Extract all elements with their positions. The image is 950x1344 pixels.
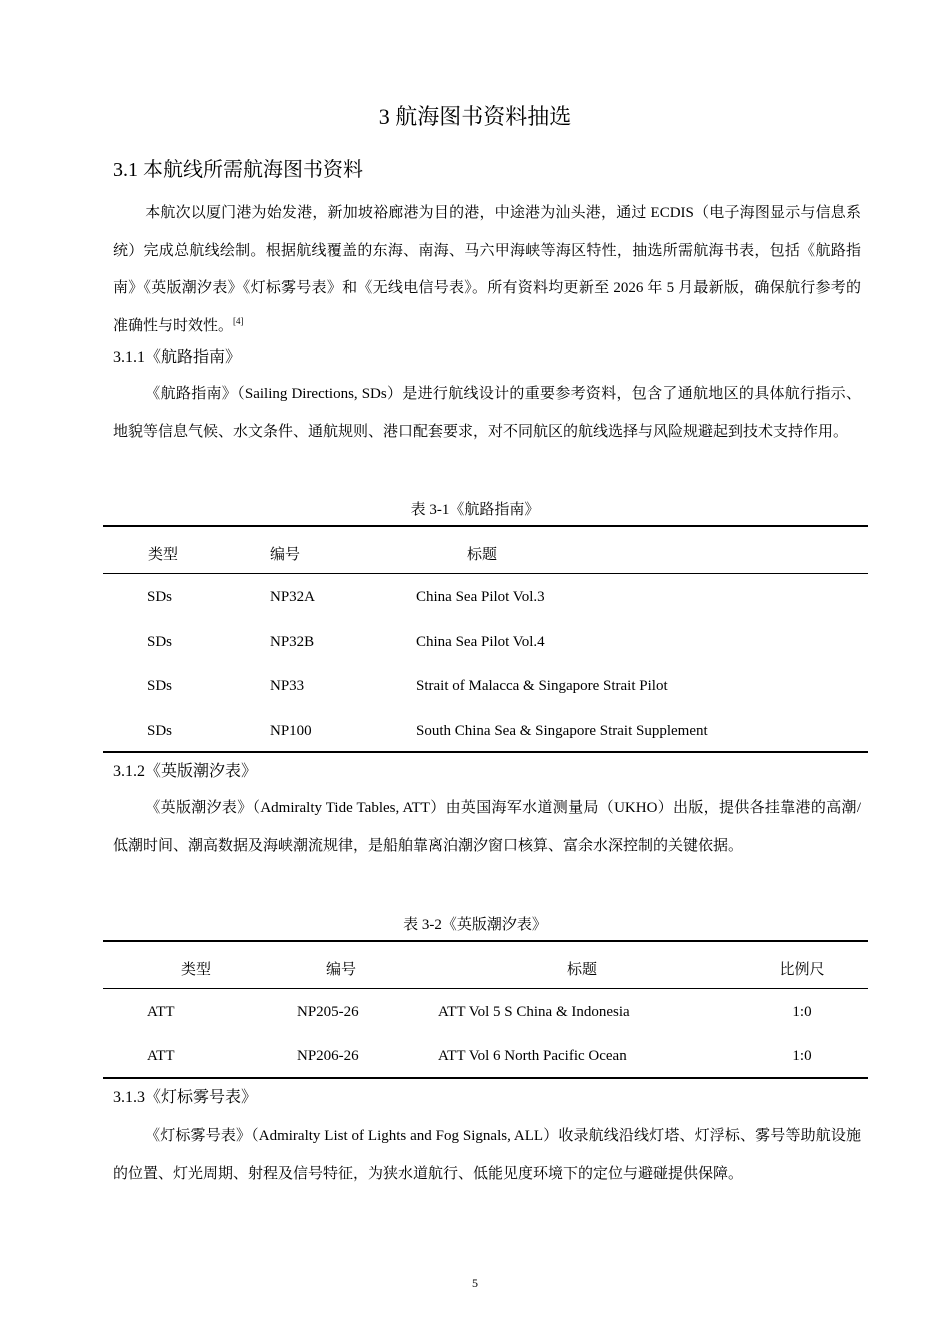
- table-cell-type: SDs: [147, 589, 173, 605]
- table-cell-code: NP100: [270, 723, 312, 739]
- table-header-type: 类型: [180, 962, 212, 978]
- table-header-rule: [103, 988, 868, 989]
- table-cell-code: NP32B: [270, 634, 315, 650]
- table-cell-type: ATT: [147, 1004, 175, 1020]
- table-cell-type: SDs: [147, 723, 173, 739]
- chapter-title: 3 航海图书资料抽选: [378, 104, 572, 129]
- table-3-2-caption: 表 3-2《英版潮汐表》: [403, 917, 547, 933]
- table-header-code: 编号: [325, 962, 357, 978]
- table-cell-scale: 1:0: [792, 1004, 812, 1020]
- table-cell-code: NP32A: [270, 589, 316, 605]
- table-cell-code: NP206-26: [297, 1048, 359, 1064]
- page-number: 5: [472, 1276, 478, 1290]
- table-cell-title: China Sea Pilot Vol.4: [416, 634, 545, 650]
- table-top-rule: [103, 525, 868, 527]
- table-header-type: 类型: [148, 547, 179, 563]
- table-cell-title: Strait of Malacca & Singapore Strait Pilot: [416, 678, 668, 694]
- table-cell-title: ATT Vol 5 S China & Indonesia: [438, 1004, 630, 1020]
- table-header-scale: 比例尺: [779, 962, 825, 978]
- section-3-1-paragraph: 本航次以厦门港为始发港，新加坡裕廊港为目的港，中途港为汕头港，通过 ECDIS（电子海图显示与信息系统）完成总航线绘制。根据航线覆盖的东海、南海、马六甲海峡等海区特性，抽选所需航海书表，包括《航路指南》《英版潮汐表》《灯标雾号表》和《无线电信号表》。所有资料均更新至 2026 年 5 月最新版，确保航行参考的准确性与时效性。[4]: [113, 205, 861, 334]
- table-cell-type: SDs: [147, 678, 173, 694]
- section-heading-3-1: 3.1 本航线所需航海图书资料: [113, 159, 363, 181]
- section-3-1-2-paragraph: 《英版潮汐表》（Admiralty Tide Tables, ATT）由英国海军水道测量局（UKHO）出版，提供各挂靠港的高潮/低潮时间、潮高数据及海峡潮流规律，是船舶靠离泊潮汐窗口核算、富余水深控制的关键依据。: [113, 800, 861, 854]
- table-header-rule: [103, 573, 868, 574]
- table-header-title: 标题: [467, 547, 498, 563]
- section-heading-3-1-3: 3.1.3《灯标雾号表》: [113, 1089, 258, 1106]
- section-3-1-3-paragraph: 《灯标雾号表》（Admiralty List of Lights and Fog Signals, ALL）收录航线沿线灯塔、灯浮标、雾号等助航设施的位置、灯光周期、射程及信号特征，为狭水道航行、低能见度环境下的定位与避碰提供保障。: [113, 1128, 861, 1182]
- table-cell-scale: 1:0: [792, 1048, 812, 1064]
- table-header-code: 编号: [270, 547, 301, 563]
- table-cell-type: SDs: [147, 634, 173, 650]
- citation-reference: [4]: [233, 315, 244, 326]
- table-cell-code: NP33: [270, 678, 305, 694]
- section-heading-3-1-1: 3.1.1《航路指南》: [113, 349, 242, 366]
- section-heading-3-1-2: 3.1.2《英版潮汐表》: [113, 763, 258, 780]
- table-cell-code: NP205-26: [297, 1004, 359, 1020]
- table-bottom-rule: [103, 1077, 868, 1079]
- table-header-title: 标题: [566, 962, 598, 978]
- table-3-1-caption: 表 3-1《航路指南》: [410, 502, 540, 518]
- table-cell-title: South China Sea & Singapore Strait Supplement: [416, 723, 708, 739]
- table-cell-title: China Sea Pilot Vol.3: [416, 589, 545, 605]
- table-cell-title: ATT Vol 6 North Pacific Ocean: [438, 1048, 627, 1064]
- table-top-rule: [103, 940, 868, 942]
- section-3-1-1-paragraph: 《航路指南》（Sailing Directions, SDs）是进行航线设计的重要参考资料，包含了通航地区的具体航行指示、地貌等信息气候、水文条件、通航规则、港口配套要求，对不同航区的航线选择与风险规避起到技术支持作用。: [113, 386, 861, 440]
- table-cell-type: ATT: [147, 1048, 175, 1064]
- table-bottom-rule: [103, 751, 868, 753]
